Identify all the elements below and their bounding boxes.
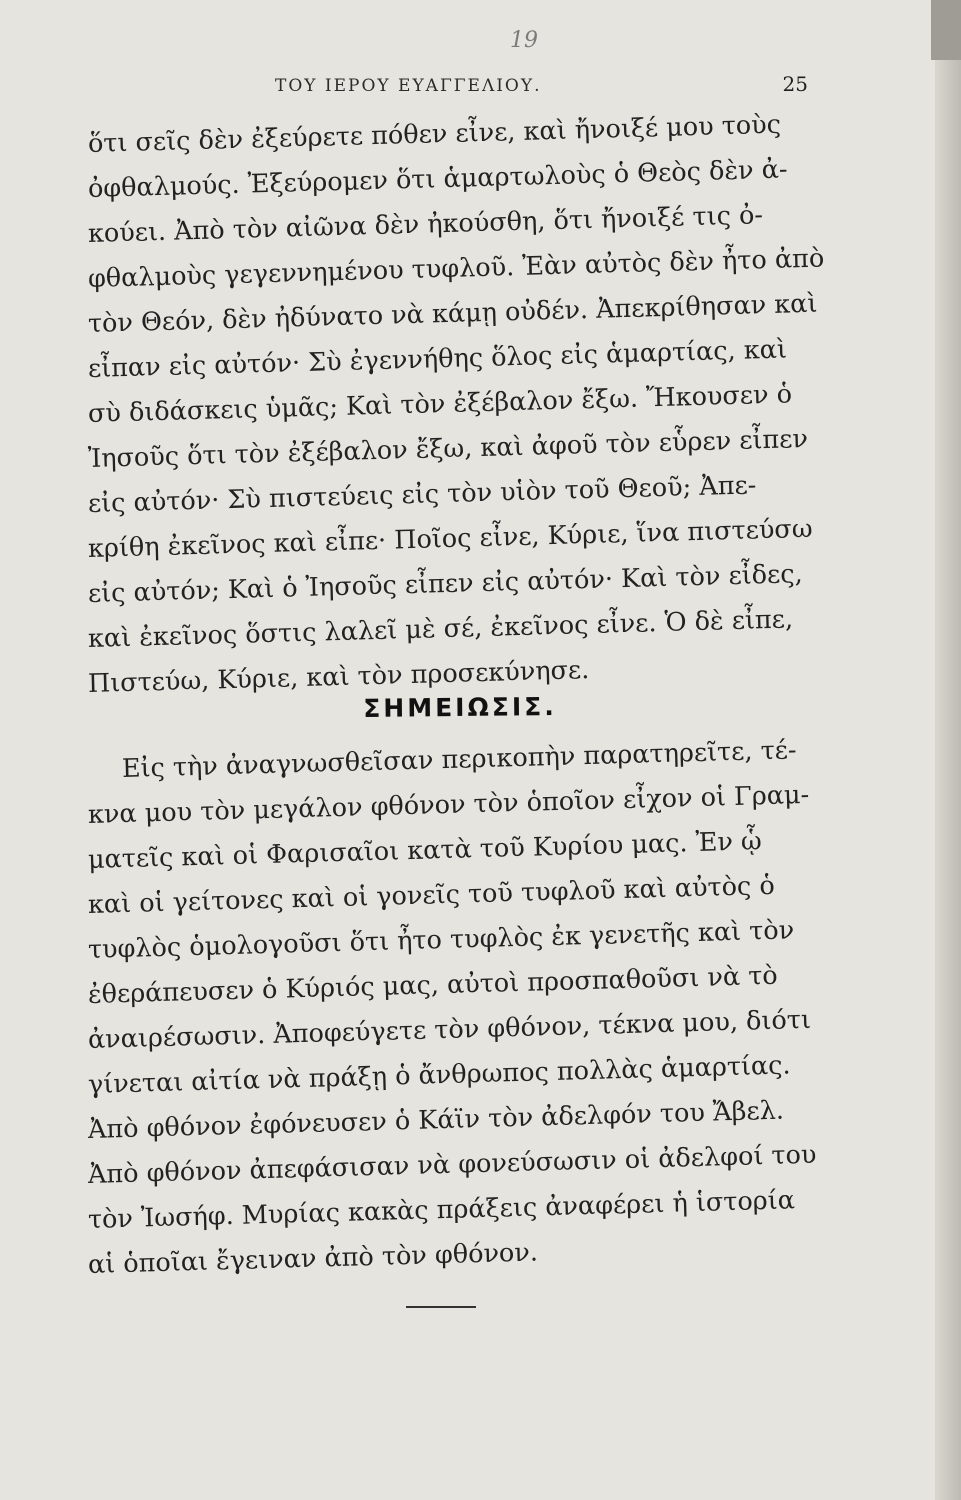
notes-line: ματεῖς καὶ οἱ Φαρισαῖοι κατὰ τοῦ Κυρίου μας. Ἐν ᾧ [87,826,763,875]
section-heading: ΣΗΜΕΙΩΣΙΣ. [363,691,557,724]
notes-line: Ἀπὸ φθόνον ἀπεφάσισαν νὰ φονεύσωσιν οἱ ἀδελφοί του [87,1139,817,1190]
body-line: καὶ ἐκεῖνος ὅστις λαλεῖ μὲ σέ, ἐκεῖνος εἶνε. Ὁ δὲ εἶπε, [87,604,794,654]
running-head: ΤΟΥ ΙΕΡΟΥ ΕΥΑΓΓΕΛΙΟΥ. [275,76,542,96]
body-line: τὸν Θεόν, δὲν ἠδύνατο νὰ κάμῃ οὐδέν. Ἀπεκρίθησαν καὶ [87,288,818,339]
body-line: εἰς αὐτόν; Καὶ ὁ Ἰησοῦς εἶπεν εἰς αὐτόν· Καὶ τὸν εἶδες, [87,559,804,609]
page-number: 25 [782,72,808,96]
notes-line: τυφλὸς ὁμολογοῦσι ὅτι ἦτο τυφλὸς ἐκ γενετῆς καὶ τὸν [87,915,795,965]
end-rule [406,1306,476,1308]
body-line: εἶπαν εἰς αὐτόν· Σὺ ἐγεννήθης ὅλος εἰς ἁμαρτίας, καὶ [87,334,788,384]
notes-line: Εἰς τὴν ἀναγνωσθεῖσαν περικοπὴν παρατηρεῖτε, τέ- [121,735,797,785]
notes-line: ἐθεράπευσεν ὁ Κύριός μας, αὐτοὶ προσπαθοῦσι νὰ τὸ [87,960,779,1010]
notes-line: γίνεται αἰτία νὰ πράξῃ ὁ ἄνθρωπος πολλὰς ἁμαρτίας. [87,1050,791,1100]
notes-line: κνα μου τὸν μεγάλον φθόνον τὸν ὁποῖον εἶχον οἱ Γραμ- [87,779,810,830]
body-line: κρίθη ἐκεῖνος καὶ εἶπε· Ποῖος εἶνε, Κύριε, ἵνα πιστεύσω [87,513,813,564]
body-text [87,109,825,707]
body-line: σὺ διδάσκεις ὑμᾶς; Καὶ τὸν ἐξέβαλον ἔξω. Ἤκουσεν ὁ [87,379,793,429]
body-line: φθαλμοὺς γεγεννημένου τυφλοῦ. Ἐὰν αὐτὸς δὲν ἦτο ἀπὸ [87,243,825,294]
body-line: ὅτι σεῖς δὲν ἐξεύρετε πόθεν εἶνε, καὶ ἤνοιξέ μου τοὺς [87,109,782,159]
body-line: εἰς αὐτόν· Σὺ πιστεύεις εἰς τὸν υἱὸν τοῦ Θεοῦ; Ἀπε- [87,470,757,519]
notes-line: αἱ ὁποῖαι ἔγειναν ἀπὸ τὸν φθόνον. [87,1237,539,1280]
page-edge-shadow [935,0,961,1500]
body-line: ὀφθαλμούς. Ἐξεύρομεν ὅτι ἁμαρτωλοὺς ὁ Θεὸς δὲν ἀ- [87,154,788,204]
notes-text [87,735,817,1288]
body-line: Ἰησοῦς ὅτι τὸν ἐξέβαλον ἔξω, καὶ ἀφοῦ τὸν εὗρεν εἶπεν [87,423,809,474]
page-corner-shadow [931,0,961,60]
notes-line: τὸν Ἰωσήφ. Μυρίας κακὰς πράξεις ἀναφέρει ἡ ἱστορία [87,1185,796,1235]
pencil-annotation: 19 [510,28,538,53]
notes-line: Ἀπὸ φθόνον ἐφόνευσεν ὁ Κάϊν τὸν ἀδελφόν του Ἄβελ. [87,1095,785,1145]
body-line: κούει. Ἀπὸ τὸν αἰῶνα δὲν ἠκούσθη, ὅτι ἤνοιξέ τις ὀ- [87,200,764,249]
notes-line: καὶ οἱ γείτονες καὶ οἱ γονεῖς τοῦ τυφλοῦ καὶ αὐτὸς ὁ [87,870,776,920]
body-line: Πιστεύω, Κύριε, καὶ τὸν προσεκύνησε. [87,655,590,699]
notes-line: ἀναιρέσωσιν. Ἀποφεύγετε τὸν φθόνον, τέκνα μου, διότι [87,1004,812,1055]
